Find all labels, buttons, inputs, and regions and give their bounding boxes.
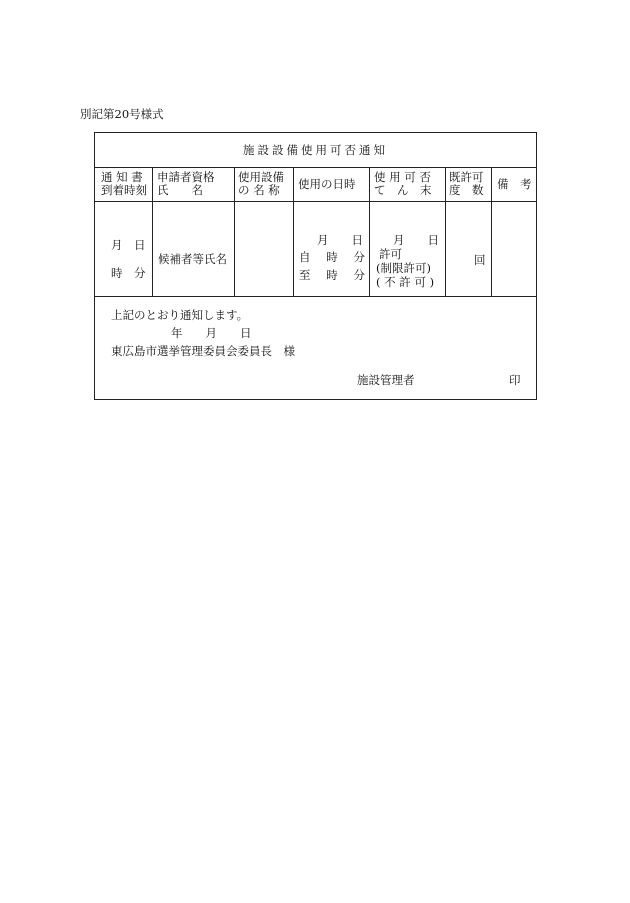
header-remarks: 備 考 — [497, 177, 532, 191]
result-restricted: (制限許可) — [376, 261, 431, 275]
facility-manager-label: 施設管理者 — [357, 373, 415, 387]
form-title: 施設設備使用可否通知 — [95, 133, 536, 168]
column-divider — [152, 167, 153, 296]
table-bottom-divider — [95, 296, 536, 297]
seal-mark: 印 — [509, 373, 521, 387]
result-denied: ( 不 許 可 ) — [376, 275, 435, 289]
notification-form — [94, 132, 537, 400]
notice-text: 上記のとおり通知します。 — [111, 308, 249, 322]
column-divider — [369, 167, 370, 296]
prior-permit-count: 回 — [474, 253, 486, 267]
notice-addressee: 東広島市選挙管理委員会委員長 様 — [111, 344, 295, 358]
notice-date: 年 月 日 — [171, 326, 252, 340]
column-divider — [293, 167, 294, 296]
arrival-month-day: 月 日 — [111, 238, 146, 252]
header-usage-datetime: 使用の日時 — [298, 177, 356, 191]
header-arrival-time: 通 知 書 到着時刻 — [101, 170, 147, 197]
column-divider — [234, 167, 235, 296]
header-applicant: 申請者資格 氏 名 — [157, 170, 215, 197]
header-equipment-name: 使用設備 の 名 称 — [238, 170, 284, 197]
result-permitted: 許可 — [379, 247, 402, 261]
form-number: 別記第20号様式 — [80, 107, 164, 121]
usage-from-time: 自 時 分 — [299, 250, 365, 264]
header-row-divider — [95, 201, 536, 202]
column-divider — [445, 167, 446, 296]
usage-to-time: 至 時 分 — [299, 268, 365, 282]
result-month-day: 月 日 — [393, 233, 439, 247]
usage-month-day: 月 日 — [317, 233, 363, 247]
applicant-name: 候補者等氏名 — [158, 252, 227, 266]
header-prior-permits: 既許可 度 数 — [449, 170, 484, 197]
header-result: 使 用 可 否 て ん 末 — [374, 170, 432, 197]
arrival-hour-minute: 時 分 — [111, 266, 146, 280]
column-divider — [491, 167, 492, 296]
